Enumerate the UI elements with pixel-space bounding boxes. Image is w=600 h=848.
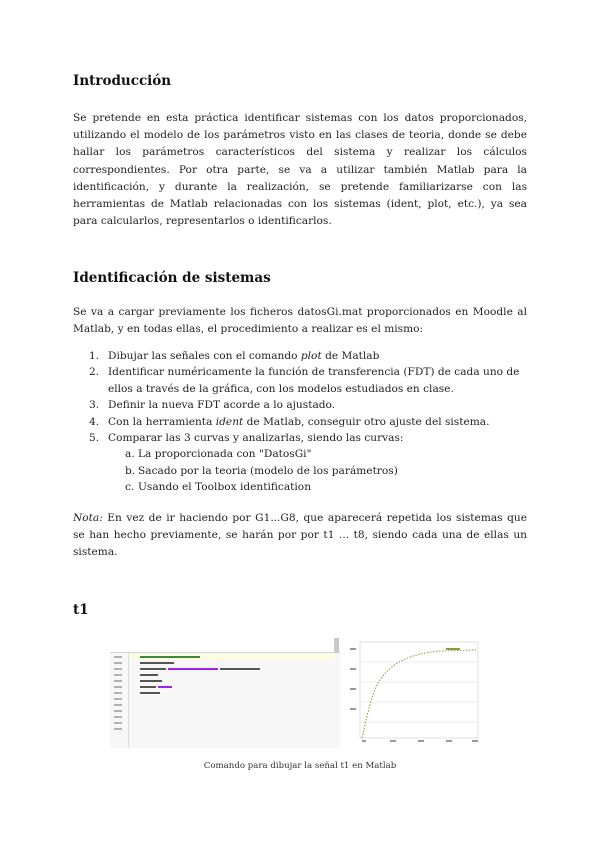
identification-paragraph: Se va a cargar previamente los ficheros datosGi.mat proporcionados en Moodle al Matlab, y en todas ellas, el procedimiento a realizar es el mismo: [73,306,527,336]
legend-marker [446,648,460,650]
list-item: 3. Definir la nueva FDT acorde a lo ajustado. [89,399,336,412]
list-item: a. La proporcionada con "DatosGi" [125,448,312,461]
gutter-divider [128,653,129,748]
plot-axes [350,642,478,742]
note-paragraph [73,510,527,562]
list-item: 1. Dibujar las señales con el comando plot de Matlab [89,350,380,362]
figure-caption: Comando para dibujar la señal t1 en Matlab [203,761,397,771]
list-item: 2. Identificar numéricamente la función de transferencia (FDT) de cada uno de ellos a través de la gráfica, con los modelos estudiados en clase. [89,366,520,395]
list-item: 5. Comparar las 3 curvas y analizarlas, siendo las curvas: a. La proporcionada con "DatosGi" b. Sacado por la teoria (modelo de los parámetros) c. Usando el Toolbox identification [73,430,533,496]
substeps-list [108,446,533,495]
editor-header [110,632,340,652]
list-item: 4. Con la herramienta ident de Matlab, conseguir otro ajuste del sistema. [89,415,490,428]
identification-heading: Identificación de sistemas [73,270,271,286]
matlab-screenshot [110,632,482,748]
t1-heading: t1 [73,602,89,618]
note-text: En vez de ir haciendo por G1...G8, que aparecerá repetida los sistemas que se han hecho previamente, se harán por por t1 ... t8, siendo cada una de ellas un sistema. [73,512,527,559]
intro-heading: Introducción [73,73,172,89]
editor-scrollbar [334,638,339,652]
note-label: Nota: [73,512,103,524]
list-item: b. Sacado por la teoria (modelo de los parámetros) [125,464,398,477]
steps-list [73,348,533,496]
intro-paragraph: Se pretende en esta práctica identificar sistemas con los datos proporcionados, utilizando el modelo de los parámetros visto en las clases de teoria, donde se debe hallar los parámetros característicos del sistema y realizar los cálculos correspondientes. Por otra parte, se va a utilizar también Matlab para la identificación, y durante la realización, se pretende familiarizarse con las herramientas de Matlab relacionadas con los sistemas (ident, plot, etc.), ya sea para calcularlos, representarlos o identificarlos. [73,112,527,228]
list-item: c. Usando el Toolbox identification [125,481,312,494]
